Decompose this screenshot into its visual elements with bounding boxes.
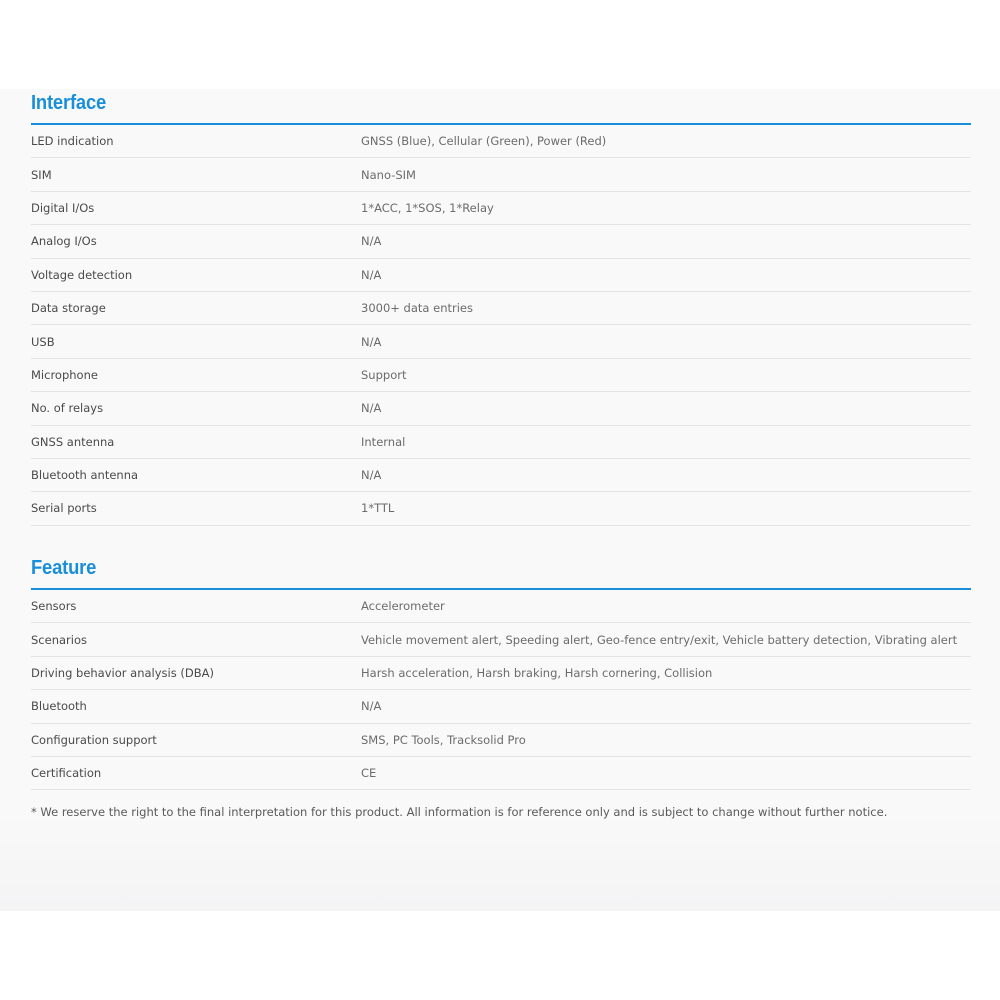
table-row: [31, 590, 971, 623]
interface-table: [31, 125, 971, 526]
table-row: [31, 459, 971, 492]
spec-label: Voltage detection: [31, 267, 133, 282]
table-row: [31, 158, 971, 191]
spec-value: N/A: [361, 401, 382, 416]
spec-label: Driving behavior analysis (DBA): [31, 665, 214, 680]
table-row: [31, 392, 971, 425]
spec-label: Digital I/Os: [31, 200, 95, 215]
spec-value: 3000+ data entries: [361, 301, 473, 316]
table-row: [31, 492, 971, 525]
spec-value: Nano-SIM: [361, 167, 416, 182]
spec-label: Certification: [31, 766, 102, 781]
spec-value: Vehicle movement alert, Speeding alert, Geo-fence entry/exit, Vehicle battery detection, Vibrating alert: [361, 632, 958, 647]
spec-value: N/A: [361, 334, 382, 349]
table-row: [31, 426, 971, 459]
spec-label: SIM: [31, 167, 52, 182]
table-row: [31, 292, 971, 325]
table-row: [31, 259, 971, 292]
table-row: [31, 690, 971, 723]
spec-value: N/A: [361, 699, 382, 714]
spec-label: USB: [31, 334, 55, 349]
spec-value: SMS, PC Tools, Tracksolid Pro: [361, 732, 526, 747]
table-row: [31, 192, 971, 225]
table-row: [31, 359, 971, 392]
spec-value: Accelerometer: [361, 599, 445, 614]
table-row: [31, 325, 971, 358]
table-row: [31, 724, 971, 757]
spec-value: N/A: [361, 234, 382, 249]
interface-section: [31, 89, 971, 526]
spec-label: GNSS antenna: [31, 434, 115, 449]
spec-label: Microphone: [31, 367, 98, 382]
table-row: [31, 657, 971, 690]
spec-label: Scenarios: [31, 632, 87, 647]
spec-label: Serial ports: [31, 501, 97, 516]
spec-value: GNSS (Blue), Cellular (Green), Power (Red): [361, 134, 607, 149]
table-row: [31, 757, 971, 790]
spec-label: No. of relays: [31, 401, 104, 416]
spec-value: N/A: [361, 468, 382, 483]
table-row: [31, 225, 971, 258]
feature-table: [31, 590, 971, 790]
spec-value: CE: [361, 766, 377, 781]
spec-label: Data storage: [31, 301, 106, 316]
spec-label: Bluetooth antenna: [31, 468, 139, 483]
spec-label: Sensors: [31, 599, 77, 614]
feature-section: [31, 554, 971, 790]
spec-value: 1*TTL: [361, 501, 395, 516]
spec-value: N/A: [361, 267, 382, 282]
table-row: [31, 623, 971, 656]
spec-label: LED indication: [31, 134, 114, 149]
spec-label: Analog I/Os: [31, 234, 97, 249]
spec-label: Configuration support: [31, 732, 157, 747]
feature-title: Feature: [31, 557, 97, 579]
interface-title: Interface: [31, 92, 107, 114]
disclaimer-note: * We reserve the right to the final interpretation for this product. All information is for reference only and is subject to change without further notice.: [31, 805, 888, 819]
table-row: [31, 125, 971, 158]
spec-label: Bluetooth: [31, 699, 87, 714]
spec-value: Support: [361, 367, 407, 382]
spec-value: Internal: [361, 434, 406, 449]
spec-value: 1*ACC, 1*SOS, 1*Relay: [361, 200, 494, 215]
spec-value: Harsh acceleration, Harsh braking, Harsh cornering, Collision: [361, 665, 713, 680]
